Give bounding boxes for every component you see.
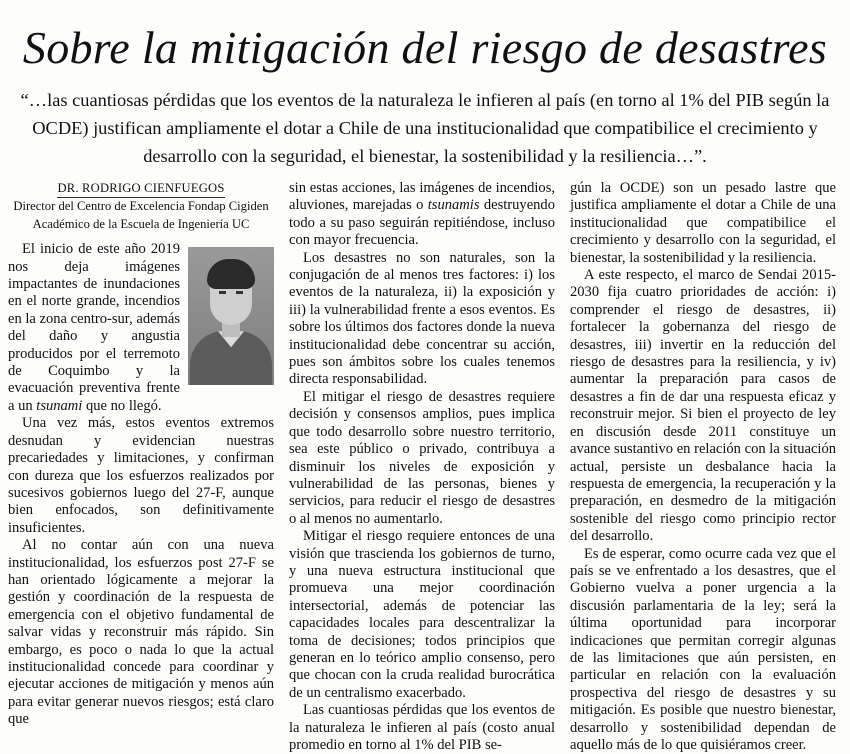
column-1 (8, 180, 274, 729)
author-name: DR. RODRIGO CIENFUEGOS (57, 180, 224, 198)
paragraph: gún la OCDE) son un pesado lastre que justifica ampliamente el dotar a Chile de una institucionalidad que compatibilice el crecimiento y desarrollo con la seguridad, el bienestar, la sostenibilidad y la resiliencia. (570, 180, 836, 266)
paragraph: Los desastres no son naturales, son la conjugación de al menos tres factores: i) los eventos de la naturaleza, ii) la exposición y iii) la vulnerabilidad frente a esos eventos. Es sobre los últimos dos factores donde la nueva institucionalidad debe concentrar su acción, pues son ámbitos sobre los cuales tenemos directa responsabilidad. (289, 249, 555, 388)
paragraph: El inicio de este año 2019 nos deja imágenes impactantes de inundaciones en el norte grande, incendios en la zona centro-sur, además del daño y angustia producidos por el terremoto de Coquimbo y la evacuación preventiva frente a un tsunami que no llegó. (8, 241, 274, 415)
author-role-1: Director del Centro de Excelencia Fondap Cigiden (13, 199, 269, 214)
paragraph: Al no contar aún con una nueva institucionalidad, los esfuerzos post 27-F se han orientado lógicamente a mejorar la gestión y coordinación de la respuesta de emergencia con el objetivo fundamental de salvar vidas y reconstruir más rápido. Sin embargo, es poco o nada lo que la actual institucionalidad concede para coordinar y ejecutar acciones de mitigación y menos aún para evitar generar nuevos riesgos; está claro que (8, 537, 274, 728)
column-3 (570, 180, 836, 754)
paragraph: Las cuantiosas pérdidas que los eventos de la naturaleza le infieren al país (costo anual promedio en torno al 1% del PIB se- (289, 702, 555, 753)
column-2 (289, 180, 555, 754)
emphasis: tsunamis (427, 197, 480, 214)
paragraph: El mitigar el riesgo de desastres requiere decisión y consensos amplios, pues implica que todo desarrollo sobre nuestro territorio, sea este público o privado, contribuya a disminuir los niveles de exposición y vulnerabilidad de las personas, bienes y servicios, para reducir el riesgo de desastres o al menos no aumentarlo. (289, 388, 555, 527)
author-portrait-icon (188, 247, 274, 385)
paragraph: A este respecto, el marco de Sendai 2015-2030 fija cuatro prioridades de acción: i) comprender el riesgo de desastres, ii) fortalecer la gobernanza del riesgo de desastres, iii) invertir en la reducción del riesgo de desastres para la resiliencia, y iv) aumentar la preparación para casos de desastres a fin de dar una respuesta eficaz y reconstruir mejor. Si bien el proyecto de ley en discusión desde 2011 constituye un avance sustantivo en relación con la situación actual, persiste un desbalance hacia la respuesta de emergencia, la recuperación y la preparación, en desmedro de la mitigación sostenible del riesgo como principio rector del desarrollo. (570, 267, 836, 545)
byline (8, 180, 274, 233)
paragraph: Una vez más, estos eventos extremos desnudan y evidencian nuestras precariedades y limitaciones, y confirman con dureza que los esfuerzos realizados por sucesivos gobiernos luego del 27-F, aunque bien enfocados, son definitivamente insuficientes. (8, 415, 274, 536)
article-deck-quote: “…las cuantiosas pérdidas que los eventos de la naturaleza le infieren al país (en torno al 1% del PIB según la OCDE) justifican ampliamente el dotar a Chile de una institucionalidad que compatibilice el crecimiento y desarrollo con la seguridad, el bienestar, la sostenibilidad y la resiliencia…”. (20, 90, 830, 166)
emphasis: tsunami (36, 397, 83, 414)
paragraph: Mitigar el riesgo requiere entonces de una visión que trascienda los gobiernos de turno, y una nueva estructura institucional que promueva una mejor coordinación intersectorial, además de potenciar las capacidades locales para descentralizar la toma de decisiones; todos principios que generan en lo teórico amplio consenso, pero que chocan con la cruda realidad burocrática de un centralismo exacerbado. (289, 528, 555, 701)
author-role-2: Académico de la Escuela de Ingeniería UC (32, 216, 250, 231)
article-headline: Sobre la mitigación del riesgo de desastres (22, 22, 828, 73)
paragraph: sin estas acciones, las imágenes de incendios, aluviones, marejadas o tsunamis destruyendo todo a su paso seguirán repitiéndose, incluso con mayor frecuencia. (289, 180, 555, 249)
paragraph: Es de esperar, como ocurre cada vez que el país se ve enfrentado a los desastres, que el Gobierno vuelva a poner urgencia a la discusión parlamentaria de la ley; será la última oportunidad para incorporar indicaciones que permitan corregir algunas de las limitaciones que aún persisten, en particular en relación con la evaluación prospectiva del riesgo de desastres y su mitigación. Es posible que nuestro bienestar, desarrollo y sostenibilidad dependan de aquello más de lo que quisiéramos creer. (570, 545, 836, 753)
